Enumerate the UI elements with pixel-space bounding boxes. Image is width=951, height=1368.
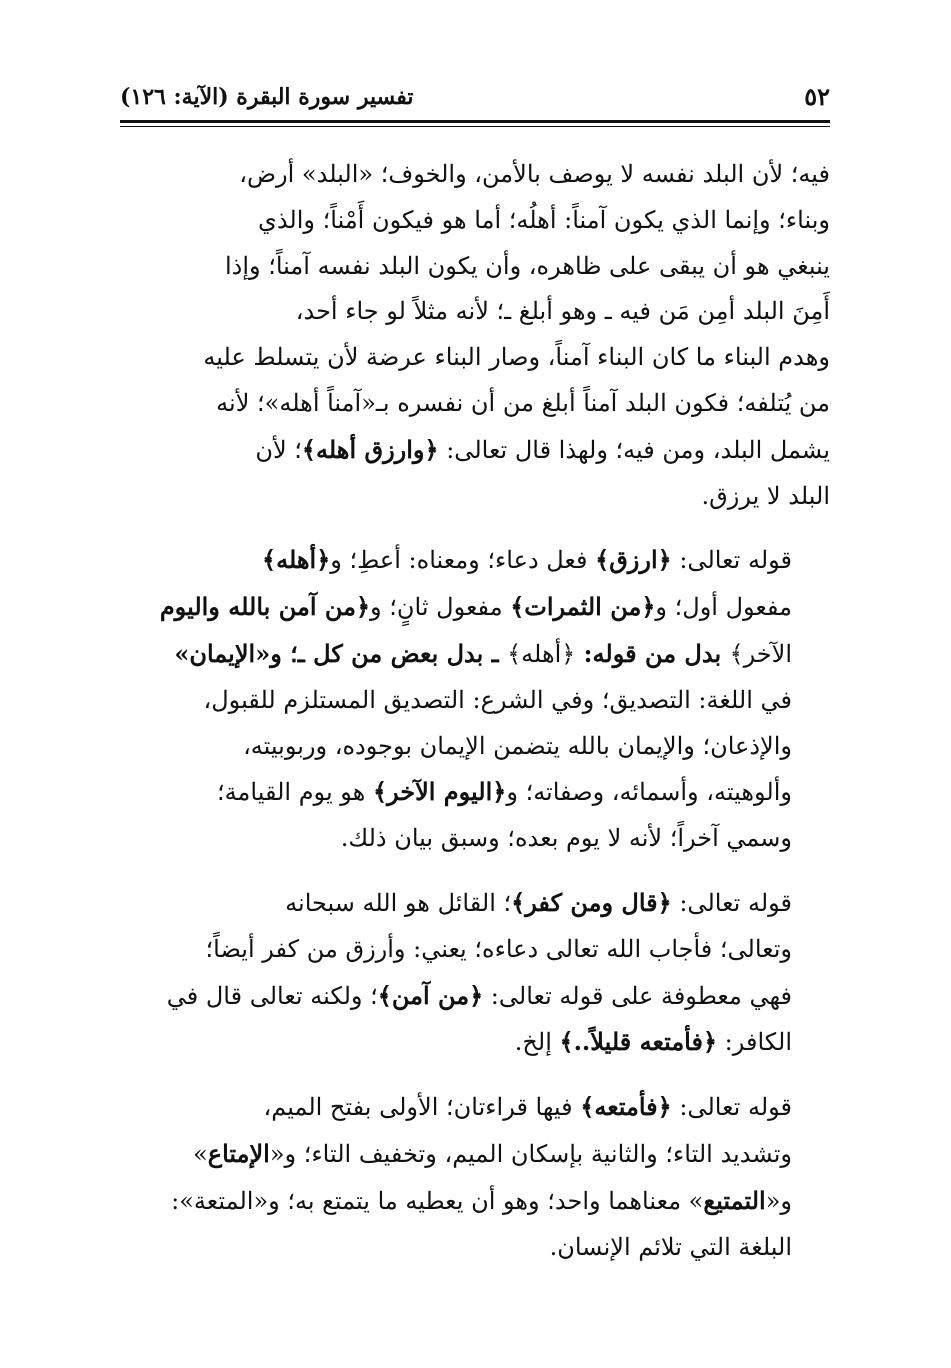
quoted-term: الإمتاع <box>207 1138 270 1168</box>
text-run: والإذعان؛ والإيمان بالله يتضمن الإيمان بوجوده، وربوبيته، <box>243 731 792 760</box>
text-run: وسمي آخراً؛ لأنه لا يوم بعده؛ وسبق بيان ذلك. <box>340 824 792 853</box>
text-line <box>120 769 830 816</box>
paragraph <box>120 537 830 862</box>
paragraph <box>120 880 830 1066</box>
text-line <box>120 289 830 335</box>
quoted-term: ﴿أهله﴾ <box>262 545 331 575</box>
text-run: البلغة التي تلائم الإنسان. <box>549 1232 792 1261</box>
header-rule-thin <box>120 126 830 127</box>
quoted-term: ﴿من الثمرات﴾ <box>510 592 656 622</box>
quoted-term: ﴿اليوم الآخر﴾ <box>372 777 507 807</box>
page-header <box>120 78 830 118</box>
text-line <box>120 335 830 381</box>
text-run: و« <box>765 1186 792 1215</box>
text-line <box>120 927 830 973</box>
text-line <box>120 678 830 724</box>
quoted-term: التمتيع <box>703 1185 766 1215</box>
text-line <box>120 244 830 290</box>
text-run: هو يوم القيامة؛ <box>217 778 373 807</box>
page-number: ٥٢ <box>804 82 830 111</box>
text-run: مفعول أول؛ و <box>655 593 792 622</box>
quoted-term: ﴿من آمن بالله واليوم <box>159 592 371 622</box>
text-line <box>120 381 830 427</box>
text-run: قوله تعالى: <box>671 546 792 575</box>
text-run: فعل دعاء؛ ومعناه: أعطِ؛ و <box>330 546 596 575</box>
text-run: البلد لا يرزق. <box>701 481 830 510</box>
running-head: تفسير سورة البقرة (الآية: ١٢٦) <box>120 84 414 110</box>
paragraph <box>120 152 830 519</box>
quoted-term: ﴿وارزق أهله﴾ <box>301 434 439 464</box>
text-run: إلخ. <box>514 1028 560 1057</box>
text-line <box>120 973 830 1020</box>
body-text <box>120 152 830 1270</box>
header-rule-thick <box>120 120 830 123</box>
quoted-term: ـ بدل بعض من كل ـ؛ و«الإيمان» <box>174 638 508 668</box>
text-run: وألوهيته، وأسمائه، وصفاته؛ و <box>506 778 792 807</box>
quoted-term: ﴿فأمتعه﴾ <box>580 1092 672 1122</box>
text-run: مفعول ثانٍ؛ و <box>370 593 511 622</box>
text-line <box>120 537 830 584</box>
text-line <box>120 724 830 770</box>
text-run: وبناء؛ وإنما الذي يكون آمناً: أهلُه؛ أما هو فيكون أَمْناً؛ والذي <box>258 205 830 234</box>
text-line <box>120 152 830 198</box>
text-run: ينبغي هو أن يبقى على ظاهره، وأن يكون البلد نفسه آمناً؛ وإذا <box>224 251 830 280</box>
text-line <box>120 816 830 862</box>
quoted-term: ﴿ارزق﴾ <box>595 545 672 575</box>
text-run: فيها قراءتان؛ الأولى بفتح الميم، <box>263 1093 581 1122</box>
text-line <box>120 1178 830 1225</box>
text-line <box>120 1131 830 1178</box>
text-line <box>120 880 830 927</box>
paragraph <box>120 1084 830 1270</box>
text-run: أَمِنَ البلد أمِن مَن فيه ـ وهو أبلغ ـ؛ لأنه مثلاً لو جاء أحد، <box>295 297 830 326</box>
text-line <box>120 631 830 678</box>
text-run: الآخر﴾ <box>729 639 792 668</box>
text-line <box>120 584 830 631</box>
quoted-term: بدل من قوله: <box>575 638 730 668</box>
text-line <box>120 1019 830 1066</box>
text-run: الكافر: <box>717 1028 792 1057</box>
text-run: فيه؛ لأن البلد نفسه لا يوصف بالأمن، والخوف؛ «البلد» أرض، <box>239 160 830 188</box>
text-run: قوله تعالى: <box>671 888 792 917</box>
text-run: في اللغة: التصديق؛ وفي الشرع: التصديق المستلزم للقبول، <box>203 685 792 714</box>
text-line <box>120 427 830 474</box>
text-run: » معناهما واحد؛ وهو أن يعطيه ما يتمتع به؛ و«المتعة»: <box>171 1186 704 1215</box>
text-run: وتعالى؛ فأجاب الله تعالى دعاءه؛ يعني: وأرزق من كفر أيضاً؛ <box>205 934 792 963</box>
text-line <box>120 198 830 244</box>
text-run: » <box>193 1139 208 1168</box>
text-line <box>120 1225 830 1271</box>
text-run: وتشديد التاء؛ والثانية بإسكان الميم، وتخفيف التاء؛ و« <box>269 1139 792 1168</box>
text-run: يشمل البلد، ومن فيه؛ ولهذا قال تعالى: <box>438 435 830 464</box>
text-run: ؛ القائل هو الله سبحانه <box>285 888 512 917</box>
text-run: من يُتلفه؛ فكون البلد آمناً أبلغ من أن نفسره بـ«آمناً أهله»؛ لأنه <box>216 388 830 417</box>
quoted-term: ﴿من آمن﴾ <box>377 980 484 1010</box>
text-run: قوله تعالى: <box>671 1093 792 1122</box>
text-run: ؛ ولكنه تعالى قال في <box>166 981 378 1010</box>
text-line <box>120 1084 830 1131</box>
text-run: وهدم البناء ما كان البناء آمناً، وصار البناء عرضة لأن يتسلط عليه <box>203 343 830 372</box>
text-run: ؛ لأن <box>255 435 302 464</box>
text-line <box>120 474 830 520</box>
text-run: ﴿أهله﴾ <box>507 639 576 668</box>
quoted-term: ﴿فأمتعه قليلاً..﴾ <box>559 1027 718 1057</box>
text-run: فهي معطوفة على قوله تعالى: <box>483 981 792 1010</box>
quoted-term: ﴿قال ومن كفر﴾ <box>511 887 672 917</box>
